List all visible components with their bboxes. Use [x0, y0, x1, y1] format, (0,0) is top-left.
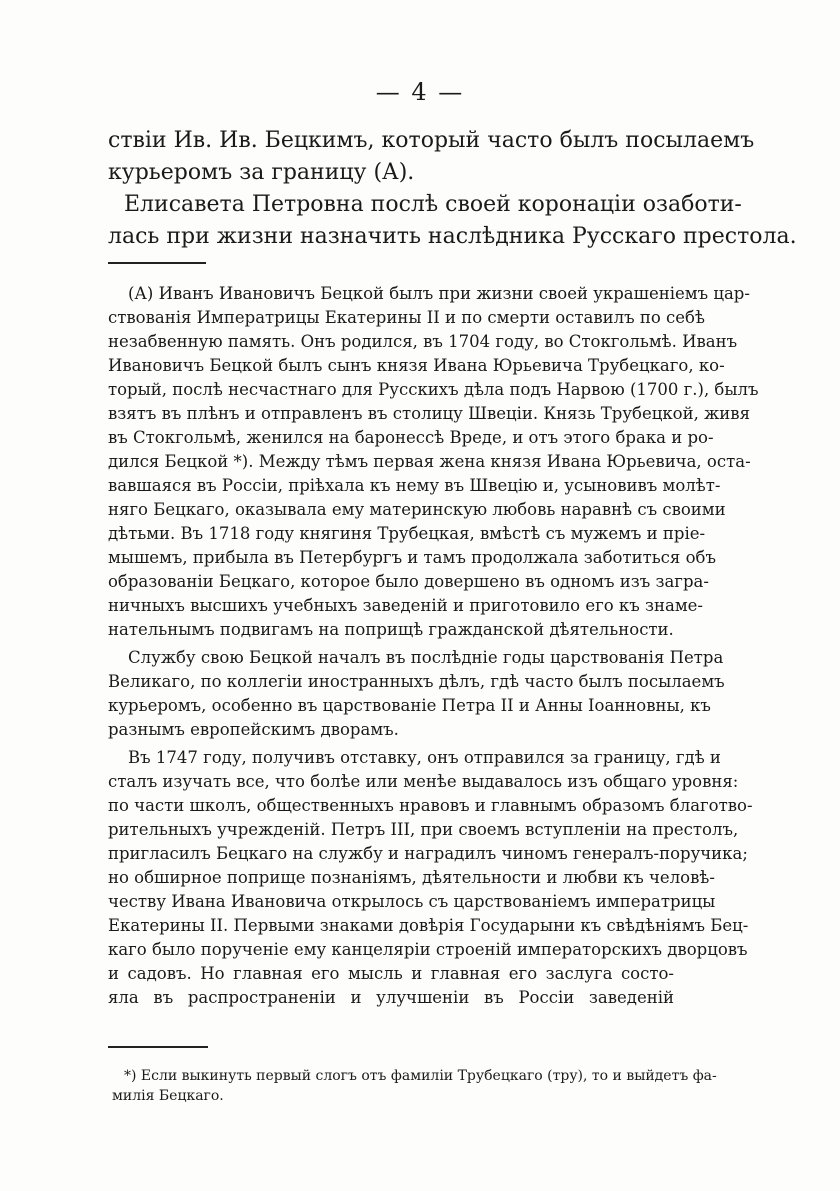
main-text-line: Елисавета Петровна послѣ своей коронацiи озаботи- [124, 192, 742, 217]
footnote-line: и садовъ. Но главная его мысль и главная его заслуга состо- [108, 964, 674, 983]
footnote-divider [108, 262, 206, 264]
footnote-line: яла въ распространенiи и улучшенiи въ Россiи заведенiй [108, 988, 674, 1007]
footnote-line: взятъ въ плѣнъ и отправленъ въ столицу Швецiи. Князь Трубецкой, живя [108, 404, 750, 423]
main-text-line: ствiи Ив. Ив. Бецкимъ, который часто былъ посылаемъ [108, 128, 755, 153]
footnote-line: дился Бецкой *). Между тѣмъ первая жена князя Ивана Юрьевича, оста- [108, 452, 751, 471]
footnote-line: няго Бецкаго, оказывала ему материнскую любовь наравнѣ съ своими [108, 500, 726, 519]
main-text-line: курьеромъ за границу (А). [108, 160, 415, 185]
footnote-line: курьеромъ, особенно въ царствованiе Петра II и Анны Iоанновны, къ [108, 696, 711, 715]
footnote-line: незабвенную память. Онъ родился, въ 1704 году, во Стокгольмѣ. Иванъ [108, 332, 738, 351]
footnote-line: дѣтьми. Въ 1718 году княгиня Трубецкая, вмѣстѣ съ мужемъ и прiе- [108, 524, 706, 543]
footnote-line: торый, послѣ несчастнаго для Русскихъ дѣла подъ Нарвою (1700 г.), былъ [108, 380, 759, 399]
footnote-star-line: милiя Бецкаго. [112, 1088, 224, 1104]
footnote-line: разнымъ европейскимъ дворамъ. [108, 720, 399, 739]
footnote-line: рительныхъ учрежденiй. Петръ III, при своемъ вступленiи на престолъ, [108, 820, 739, 839]
footnote-line: Ивановичъ Бецкой былъ сынъ князя Ивана Юрьевича Трубецкаго, ко- [108, 356, 725, 375]
footnote-line: по части школъ, общественныхъ нравовъ и главнымъ образомъ благотво- [108, 796, 753, 815]
footnote-line: вавшаяся въ Россiи, прiѣхала къ нему въ Швецiю и, усыновивъ молѣт- [108, 476, 721, 495]
footnote-line: образованiи Бецкаго, которое было довершено въ одномъ изъ загра- [108, 572, 709, 591]
page-number: — 4 — [375, 78, 465, 106]
footnote-star-line: *) Если выкинуть первый слогъ отъ фамилiи Трубецкаго (тру), то и выйдетъ фа- [124, 1068, 717, 1084]
footnote-line: ствованiя Императрицы Екатерины II и по смерти оставилъ по себѣ [108, 308, 705, 327]
footnote-line: нательнымъ подвигамъ на поприщѣ гражданской дѣятельности. [108, 620, 674, 639]
footnote-line: ничныхъ высшихъ учебныхъ заведенiй и приготовило его къ знаме- [108, 596, 703, 615]
footnote-line: каго было порученiе ему канцелярiи строенiй императорскихъ дворцовъ [108, 940, 748, 959]
footnote-divider [108, 1046, 208, 1048]
footnote-line: пригласилъ Бецкаго на службу и наградилъ чиномъ генералъ-поручика; [108, 844, 748, 863]
footnote-line: но обширное поприще познанiямъ, дѣятельности и любви къ человѣ- [108, 868, 715, 887]
footnote-line: Службу свою Бецкой началъ въ послѣднiе годы царствованiя Петра [128, 648, 724, 667]
footnote-line: мышемъ, прибыла въ Петербургъ и тамъ продолжала заботиться объ [108, 548, 716, 567]
main-text-line: лась при жизни назначить наслѣдника Русскаго престола. [108, 224, 797, 249]
footnote-line: (А) Иванъ Ивановичъ Бецкой былъ при жизни своей украшенiемъ цар- [128, 284, 750, 303]
footnote-line: Въ 1747 году, получивъ отставку, онъ отправился за границу, гдѣ и [128, 748, 721, 767]
footnote-line: честву Ивана Ивановича открылось съ царствованiемъ императрицы [108, 892, 716, 911]
footnote-line: Екатерины II. Первыми знаками довѣрiя Государыни къ свѣдѣнiямъ Бец- [108, 916, 749, 935]
footnote-line: въ Стокгольмѣ, женился на баронессѣ Вреде, и отъ этого брака и ро- [108, 428, 714, 447]
footnote-line: сталъ изучать все, что болѣе или менѣе выдавалось изъ общаго уровня: [108, 772, 739, 791]
footnote-line: Великаго, по коллегiи иностранныхъ дѣлъ, гдѣ часто былъ посылаемъ [108, 672, 725, 691]
